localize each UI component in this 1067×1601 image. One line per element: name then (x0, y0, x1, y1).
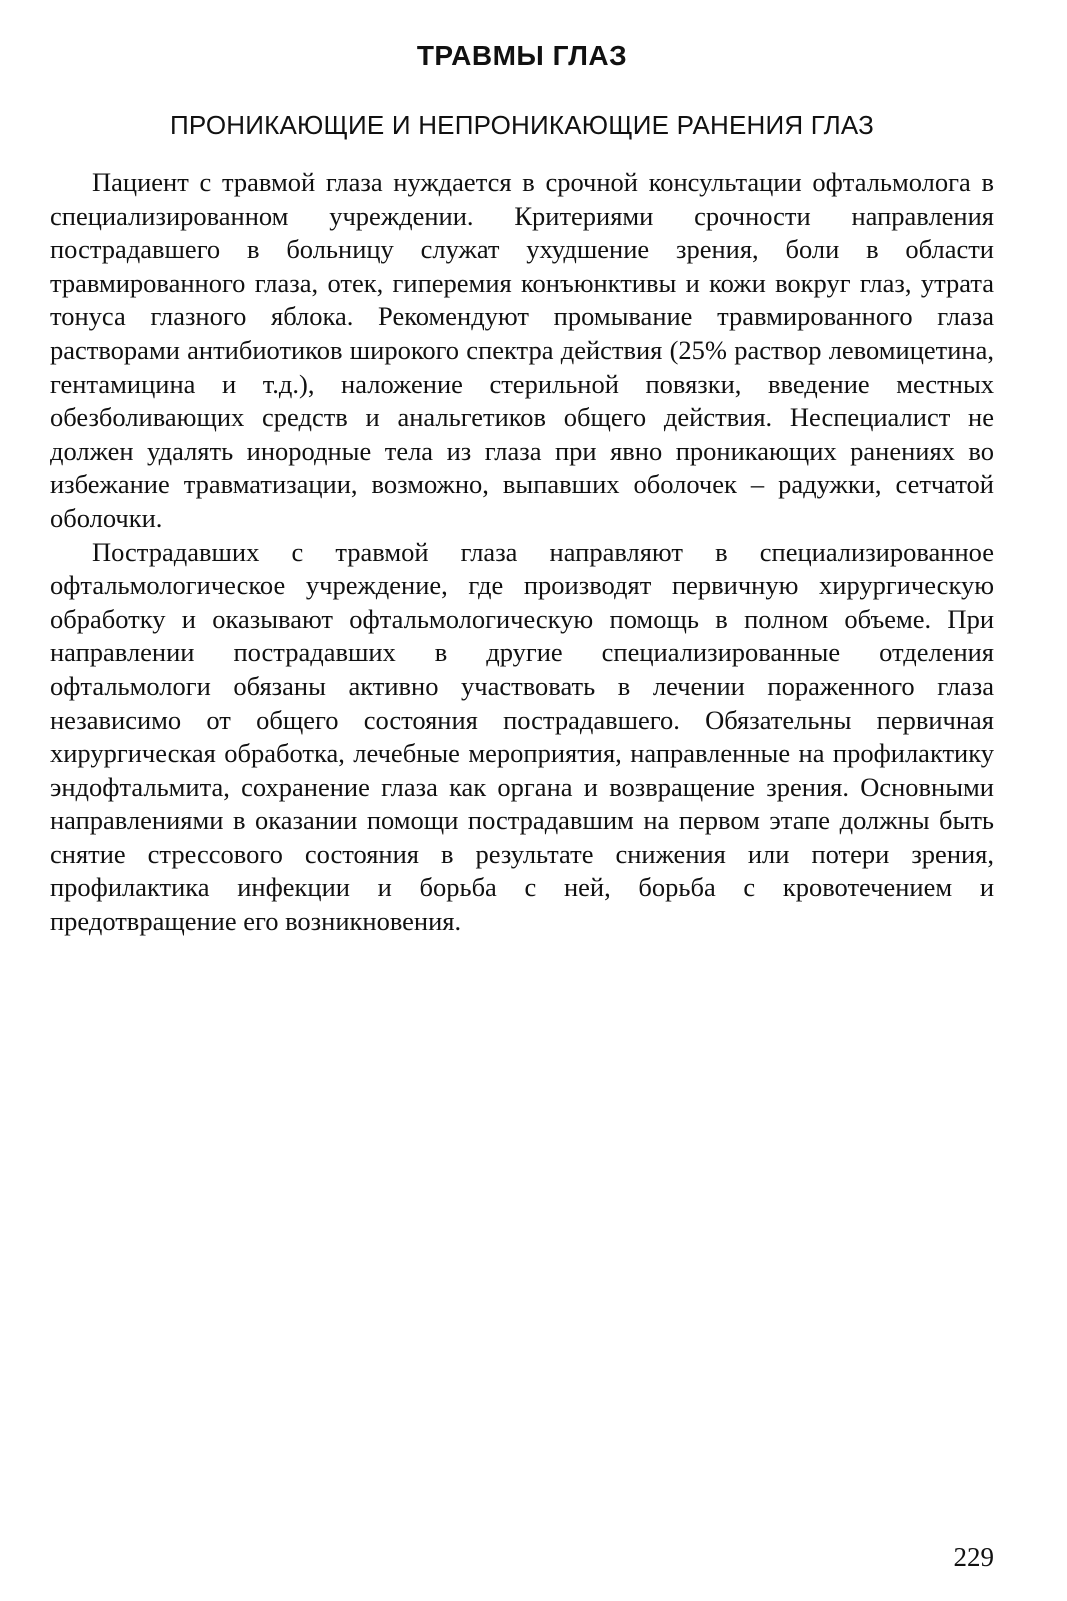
section-title: ПРОНИКАЮЩИЕ И НЕПРОНИКАЮЩИЕ РАНЕНИЯ ГЛАЗ (169, 110, 875, 140)
page-number: 229 (953, 1542, 994, 1572)
book-page (50, 0, 994, 1601)
paragraph: Пациент с травмой глаза нуждается в срочной консультации офтальмолога в специализированном учреждении. Критериями срочности направления пострадавшего в больницу служат ухудшение зрения, боли в области травмированного глаза, отек, гиперемия конъюнктивы и кожи вокруг глаз, утрата тонуса глазного яблока. Рекомендуют промывание травмированного глаза растворами антибиотиков широкого спектра действия (25% раствор левомицетина, гентамицина и т.д.), наложение стерильной повязки, введение местных обезболивающих средств и анальгетиков общего действия. Неспециалист не должен удалять инородные тела из глаза при явно проникающих ранениях во избежание травматизации, возможно, выпавших оболочек – радужки, сетчатой оболочки. (50, 167, 994, 533)
paragraph: Пострадавших с травмой глаза направляют в специализированное офтальмологическое учреждение, где производят первичную хирургическую обработку и оказывают офтальмологическую помощь в полном объеме. При направлении пострадавших в другие специализированные отделения офтальмологи обязаны активно участвовать в лечении пораженного глаза независимо от общего состояния пострадавшего. Обязательны первичная хирургическая обработка, лечебные мероприятия, направленные на профилактику эндофтальмита, сохранение глаза как органа и возвращение зрения. Основными направлениями в оказании помощи пострадавшим на первом этапе должны быть снятие стрессового состояния в результате снижения или потери зрения, профилактика инфекции и борьба с ней, борьба с кровотечением и предотвращение его возникновения. (50, 536, 994, 937)
chapter-title: ТРАВМЫ ГЛАЗ (416, 40, 628, 71)
body-text (50, 166, 994, 939)
